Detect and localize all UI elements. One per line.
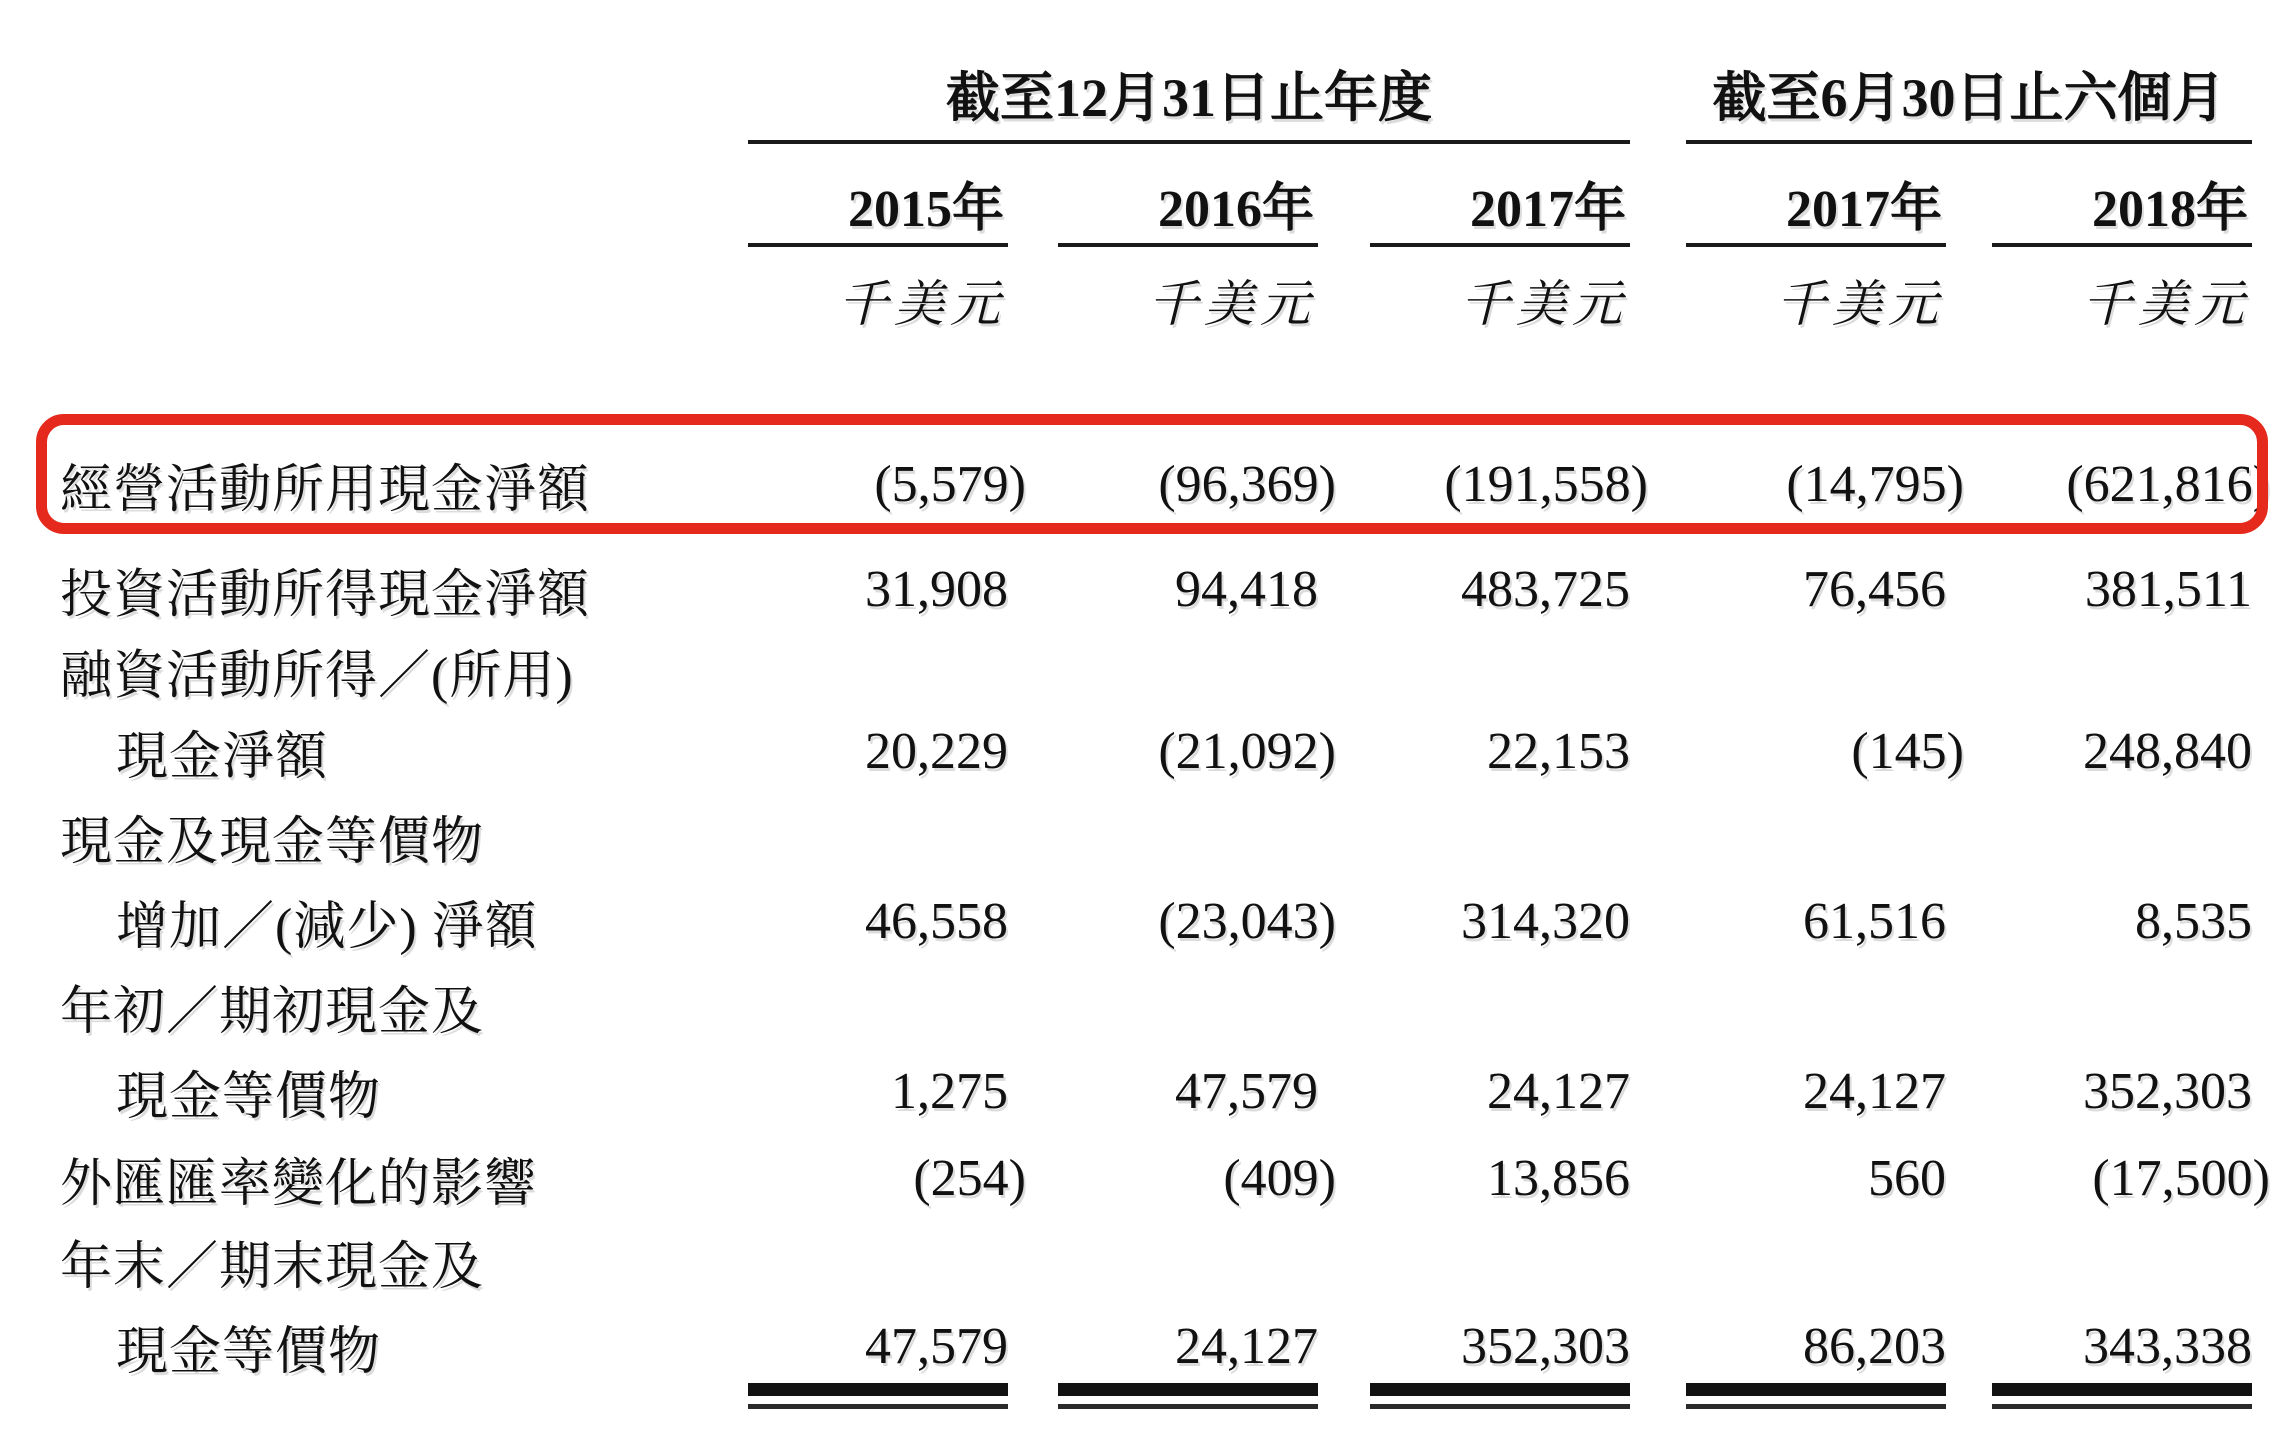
- cell-value: 24,127: [1175, 1317, 1318, 1375]
- cell-value: 352,303: [2083, 1062, 2252, 1120]
- table-row: [0, 634, 2284, 706]
- table-row: [0, 1221, 2284, 1301]
- column-group-header-interim: 截至6月30日止六個月: [1712, 68, 2226, 128]
- cell-value: 343,338: [2083, 1317, 2252, 1375]
- cell-value: 61,516: [1803, 892, 1946, 950]
- column-group-header-annual: 截至12月31日止年度: [946, 68, 1432, 128]
- row-label: 外匯匯率變化的影響: [60, 1156, 538, 1213]
- cell-value: (409): [1223, 1150, 1336, 1207]
- cell-value: 31,908: [865, 560, 1008, 618]
- cell-value: 22,153: [1487, 722, 1630, 780]
- year-header-2015: 2015年: [847, 180, 1004, 238]
- row-label: 現金淨額: [116, 728, 329, 786]
- row-label: 現金等價物: [116, 1068, 382, 1126]
- cell-value: 94,418: [1175, 560, 1318, 618]
- cell-value: 20,229: [865, 722, 1008, 780]
- year-header-2017-interim: 2017年: [1785, 180, 1942, 238]
- total-double-rule-1: [748, 1383, 1008, 1409]
- year-header-row: [0, 166, 2284, 240]
- table-row: [0, 1046, 2284, 1136]
- row-label: 年末／期末現金及: [60, 1238, 485, 1296]
- cell-value: (17,500): [2092, 1150, 2270, 1207]
- unit-header-2: 千美元: [1148, 276, 1316, 332]
- cell-value: 24,127: [1803, 1062, 1946, 1120]
- unit-header-row: [0, 264, 2284, 336]
- year-rule-3: [1370, 243, 1630, 247]
- unit-header-4: 千美元: [1776, 276, 1944, 332]
- cell-value: (5,579): [874, 455, 1026, 513]
- cell-value: (254): [913, 1150, 1026, 1207]
- year-header-2018-interim: 2018年: [2091, 180, 2248, 238]
- year-header-2016: 2016年: [1157, 180, 1314, 238]
- row-label: 增加／(減少) 淨額: [116, 898, 538, 956]
- total-double-rule-5: [1992, 1383, 2252, 1409]
- cell-value: (621,816): [2066, 455, 2270, 513]
- cell-value: 8,535: [2135, 892, 2252, 950]
- row-label: 現金等價物: [116, 1323, 382, 1381]
- cell-value: 560: [1868, 1150, 1946, 1207]
- cell-value: 314,320: [1461, 892, 1630, 950]
- unit-header-5: 千美元: [2082, 276, 2250, 332]
- total-double-rule-2: [1058, 1383, 1318, 1409]
- year-header-2017: 2017年: [1469, 180, 1626, 238]
- table-row: [0, 796, 2284, 876]
- table-row: [0, 706, 2284, 796]
- unit-header-3: 千美元: [1460, 276, 1628, 332]
- row-label: 經營活動所用現金淨額: [60, 461, 591, 519]
- year-rule-2: [1058, 243, 1318, 247]
- cell-value: (191,558): [1444, 455, 1648, 513]
- table-body: [0, 414, 2284, 1391]
- cell-value: 248,840: [2083, 722, 2252, 780]
- cell-value: (23,043): [1158, 892, 1336, 950]
- cell-value: 24,127: [1487, 1062, 1630, 1120]
- cell-value: 13,856: [1487, 1150, 1630, 1207]
- cell-value: (14,795): [1786, 455, 1964, 513]
- row-label: 年初／期初現金及: [60, 983, 485, 1041]
- cell-value: 381,511: [2084, 560, 2252, 618]
- cell-value: (145): [1851, 722, 1964, 780]
- row-label: 現金及現金等價物: [60, 813, 485, 871]
- cell-value: (96,369): [1158, 455, 1336, 513]
- group-rule-annual: [748, 140, 1630, 144]
- group-rule-interim: [1686, 140, 2252, 144]
- year-rule-5: [1992, 243, 2252, 247]
- cell-value: 46,558: [865, 892, 1008, 950]
- highlight-box: [36, 414, 2268, 534]
- cell-value: 86,203: [1803, 1317, 1946, 1375]
- table-row: [0, 876, 2284, 966]
- cell-value: 483,725: [1461, 560, 1630, 618]
- table-row: [0, 544, 2284, 634]
- cell-value: 47,579: [865, 1317, 1008, 1375]
- cell-value: 76,456: [1803, 560, 1946, 618]
- cell-value: 47,579: [1175, 1062, 1318, 1120]
- total-double-rule-3: [1370, 1383, 1630, 1409]
- cell-value: (21,092): [1158, 722, 1336, 780]
- year-rule-1: [748, 243, 1008, 247]
- table-row: [0, 966, 2284, 1046]
- cell-value: 352,303: [1461, 1317, 1630, 1375]
- table-row: [0, 1136, 2284, 1221]
- table-row: [0, 1301, 2284, 1391]
- row-label: 投資活動所得現金淨額: [60, 566, 591, 624]
- total-double-rule-4: [1686, 1383, 1946, 1409]
- unit-header-1: 千美元: [838, 276, 1006, 332]
- cell-value: 1,275: [891, 1062, 1008, 1120]
- year-rule-4: [1686, 243, 1946, 247]
- row-label: 融資活動所得／(所用): [60, 647, 574, 705]
